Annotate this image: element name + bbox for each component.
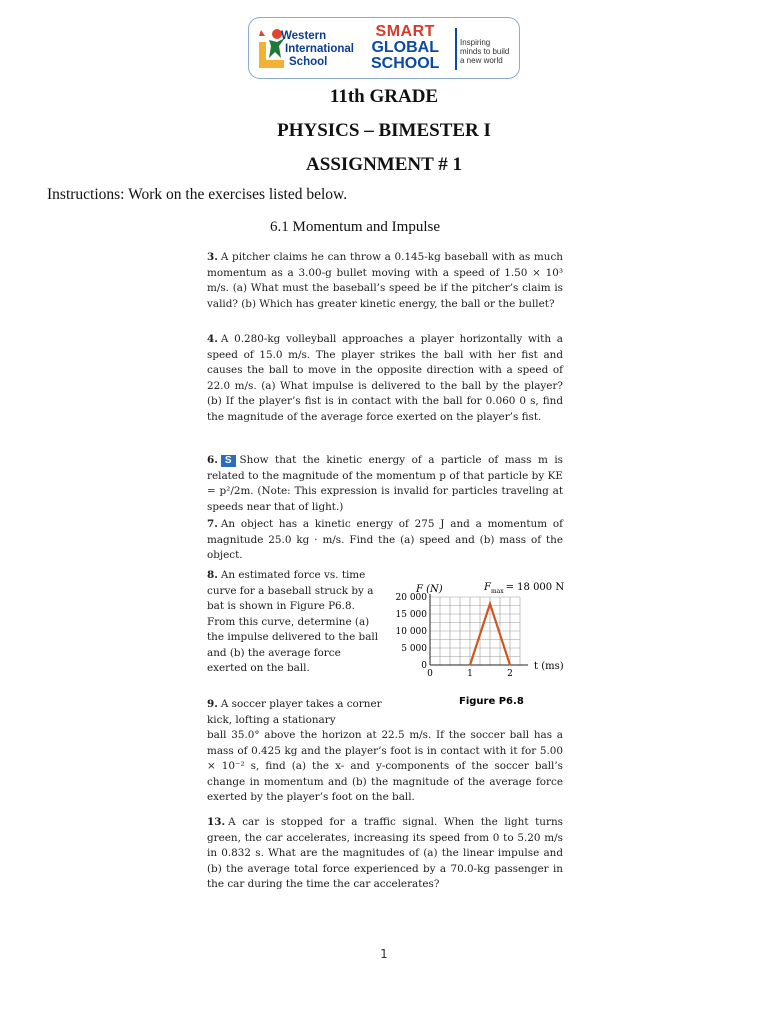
problem-8 xyxy=(207,568,379,677)
fmax-annotation xyxy=(483,582,564,595)
problem-number: 9. xyxy=(207,698,218,710)
x-tick-label: 1 xyxy=(467,669,473,679)
x-tick-labels xyxy=(427,669,513,679)
data-point xyxy=(469,664,471,666)
problem-7 xyxy=(207,517,563,564)
subject-heading: PHYSICS – BIMESTER I xyxy=(277,120,491,141)
tagline-line: Inspiring xyxy=(460,38,491,47)
figure-p6-8-chart xyxy=(395,572,570,712)
data-point xyxy=(489,603,491,605)
problem-number: 7. xyxy=(207,518,218,530)
x-axis-label: t (ms) xyxy=(534,661,564,672)
instructions-text: Instructions: Work on the exercises listed below. xyxy=(47,186,348,203)
fmax-value: = 18 000 N xyxy=(505,582,565,593)
section-title: 6.1 Momentum and Impulse xyxy=(270,219,440,235)
smart-global-school-wordmark xyxy=(371,24,439,72)
y-tick-label: 10 000 xyxy=(395,627,427,637)
problem-9-body xyxy=(207,728,563,806)
y-tick-labels xyxy=(396,593,428,671)
problem-number: 13. xyxy=(207,816,226,828)
problem-text: A car is stopped for a traffic signal. When the light turns green, the car accelerates, increasing its speed from 0 to 5.20 m/s in 0.832 s. What are the magnitudes of (a) the linear impulse and (b) the average total force experienced by a 70.0-kg passenger in the car during the time the car accelerates? xyxy=(207,816,563,890)
problem-text: ball 35.0° above the horizon at 22.5 m/s. If the soccer ball has a mass of 0.425 kg and the player’s foot is in contact with it for 5.00 × 10⁻² s, find (a) the x- and y-components of the soccer ball’s change in momentum and (b) the magnitude of the average force exerted by the player’s foot on the ball. xyxy=(207,729,563,803)
problem-text: A soccer player takes a corner kick, lofting a stationary xyxy=(207,698,382,726)
figure-caption: Figure P6.8 xyxy=(459,696,524,707)
problem-number: 8. xyxy=(207,569,218,581)
x-tick-label: 0 xyxy=(427,669,433,679)
y-tick-label: 5 000 xyxy=(401,644,427,654)
problem-text: An estimated force vs. time curve for a baseball struck by a bat is shown in Figure P6.8. From this curve, determine (a) the impulse delivered to the ball and (b) the average force exerted on the ball. xyxy=(207,569,379,674)
x-tick-label: 2 xyxy=(507,669,513,679)
problem-text: An object has a kinetic energy of 275 J and a momentum of magnitude 25.0 kg · m/s. Find the (a) speed and (b) mass of the object. xyxy=(207,518,563,561)
grade-heading: 11th GRADE xyxy=(329,86,439,107)
assignment-heading: ASSIGNMENT # 1 xyxy=(306,154,462,175)
data-point xyxy=(509,664,511,666)
problem-13 xyxy=(207,815,563,893)
problem-9-intro xyxy=(207,697,387,728)
y-tick-label: 20 000 xyxy=(395,593,427,603)
logo-global: GLOBAL xyxy=(371,39,439,56)
tagline-line: a new world xyxy=(460,56,503,65)
fmax-symbol: F xyxy=(484,582,491,593)
y-tick-label: 0 xyxy=(421,661,427,671)
page-number: 1 xyxy=(380,947,388,961)
logo-school-word: School xyxy=(289,56,328,68)
logo-divider xyxy=(455,28,457,70)
problem-number: 4. xyxy=(207,333,218,345)
fmax-subscript: max xyxy=(490,588,504,595)
problem-number: 6. xyxy=(207,454,218,466)
logo-school: SCHOOL xyxy=(371,55,440,72)
chart-grid xyxy=(430,594,528,665)
problem-text: A 0.280-kg volleyball approaches a player horizontally with a speed of 15.0 m/s. The player strikes the ball with her fist and causes the ball to move in the opposite direction with a speed of 22.0 m/s. (a) What impulse is delivered to the ball by the player? (b) If the player’s fist is in contact with the ball for 0.060 0 s, find the magnitude of the average force exerted on the player’s fist. xyxy=(207,333,563,423)
y-axis-label: F (N) xyxy=(416,584,443,595)
problem-number: 3. xyxy=(207,251,218,263)
logo-international: International xyxy=(285,43,355,55)
tagline-line: minds to build xyxy=(460,47,510,56)
y-tick-label: 15 000 xyxy=(395,610,427,620)
problem-3 xyxy=(207,250,563,312)
school-logo xyxy=(248,17,520,79)
western-international-school-wordmark xyxy=(281,30,354,69)
logo-smart: SMART xyxy=(375,23,435,40)
problem-text: A pitcher claims he can throw a 0.145-kg baseball with as much momentum as a 3.00-g bullet moving with a speed of 1.50 × 10³ m/s. (a) What must the baseball’s speed be if the pitcher’s claim is valid? (b) Which has greater kinetic energy, the ball or the bullet? xyxy=(207,251,563,310)
problem-4 xyxy=(207,332,563,425)
problem-6 xyxy=(207,453,563,515)
logo-western: Western xyxy=(281,30,327,42)
problem-text: Show that the kinetic energy of a particle of mass m is related to the magnitude of the momentum p of that particle by KE = p²/2m. (Note: This expression is invalid for particles traveling at speeds near that of light.) xyxy=(207,454,563,513)
solution-badge-icon: S xyxy=(221,455,236,467)
logo-tagline xyxy=(460,38,509,65)
